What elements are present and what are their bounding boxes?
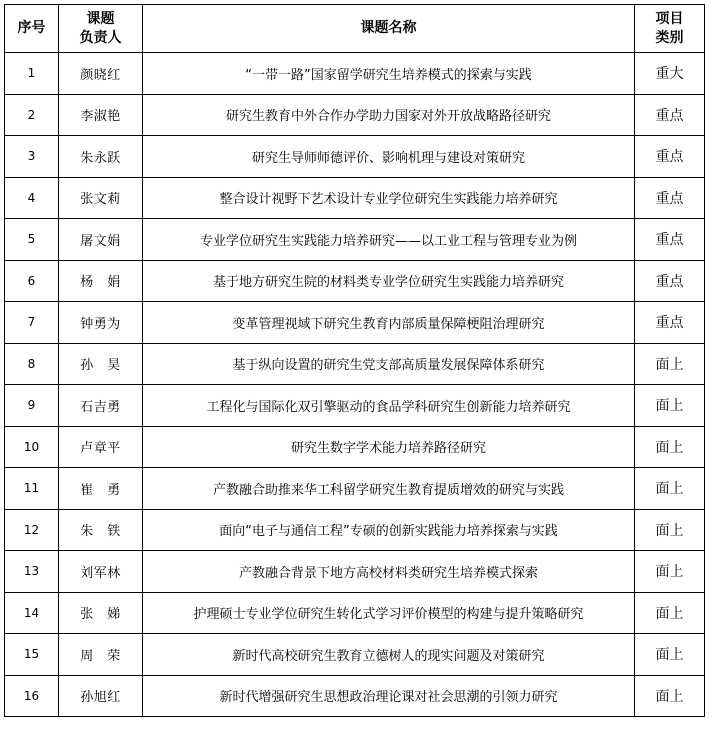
row-leader: 钟勇为 bbox=[59, 302, 143, 344]
header-type-line1: 项目 bbox=[655, 10, 684, 27]
row-type: 面上 bbox=[635, 551, 705, 593]
row-index: 3 bbox=[5, 136, 59, 178]
row-title: “一带一路”国家留学研究生培养模式的探索与实践 bbox=[143, 53, 635, 95]
row-index: 13 bbox=[5, 551, 59, 593]
row-index: 6 bbox=[5, 260, 59, 302]
row-leader: 朱 铁 bbox=[59, 509, 143, 551]
row-type: 面上 bbox=[635, 385, 705, 427]
row-title: 基于地方研究生院的材料类专业学位研究生实践能力培养研究 bbox=[143, 260, 635, 302]
header-title: 课题名称 bbox=[143, 5, 635, 53]
row-type: 面上 bbox=[635, 634, 705, 676]
row-leader: 卢章平 bbox=[59, 426, 143, 468]
row-title: 新时代高校研究生教育立德树人的现实问题及对策研究 bbox=[143, 634, 635, 676]
row-index: 16 bbox=[5, 675, 59, 717]
row-title: 护理硕士专业学位研究生转化式学习评价模型的构建与提升策略研究 bbox=[143, 592, 635, 634]
row-leader: 朱永跃 bbox=[59, 136, 143, 178]
row-index: 8 bbox=[5, 343, 59, 385]
table-row bbox=[5, 592, 705, 634]
row-leader: 张 娣 bbox=[59, 592, 143, 634]
row-index: 11 bbox=[5, 468, 59, 510]
row-leader: 孙旭红 bbox=[59, 675, 143, 717]
row-leader: 石吉勇 bbox=[59, 385, 143, 427]
row-leader: 屠文娟 bbox=[59, 219, 143, 261]
row-type: 面上 bbox=[635, 468, 705, 510]
row-leader: 杨 娟 bbox=[59, 260, 143, 302]
project-table bbox=[4, 4, 705, 717]
row-leader: 周 荣 bbox=[59, 634, 143, 676]
row-title: 研究生数字学术能力培养路径研究 bbox=[143, 426, 635, 468]
table-row bbox=[5, 302, 705, 344]
row-leader: 孙 昊 bbox=[59, 343, 143, 385]
row-type: 重点 bbox=[635, 302, 705, 344]
row-type: 重点 bbox=[635, 260, 705, 302]
row-title: 产教融合背景下地方高校材料类研究生培养模式探索 bbox=[143, 551, 635, 593]
row-index: 10 bbox=[5, 426, 59, 468]
table-row bbox=[5, 426, 705, 468]
project-table-container bbox=[4, 4, 704, 717]
row-title: 基于纵向设置的研究生党支部高质量发展保障体系研究 bbox=[143, 343, 635, 385]
row-type: 重点 bbox=[635, 136, 705, 178]
header-type-line2: 类别 bbox=[655, 29, 684, 46]
table-row bbox=[5, 551, 705, 593]
row-title: 新时代增强研究生思想政治理论课对社会思潮的引领力研究 bbox=[143, 675, 635, 717]
row-type: 重点 bbox=[635, 219, 705, 261]
row-leader: 李淑艳 bbox=[59, 94, 143, 136]
row-title: 研究生教育中外合作办学助力国家对外开放战略路径研究 bbox=[143, 94, 635, 136]
row-type: 面上 bbox=[635, 592, 705, 634]
table-row bbox=[5, 94, 705, 136]
row-type: 面上 bbox=[635, 343, 705, 385]
header-leader-line1: 课题 bbox=[86, 10, 115, 27]
row-title: 整合设计视野下艺术设计专业学位研究生实践能力培养研究 bbox=[143, 177, 635, 219]
row-type: 重大 bbox=[635, 53, 705, 95]
row-type: 面上 bbox=[635, 509, 705, 551]
table-row bbox=[5, 634, 705, 676]
row-leader: 刘军林 bbox=[59, 551, 143, 593]
table-row bbox=[5, 219, 705, 261]
header-leader bbox=[59, 5, 143, 53]
header-index: 序号 bbox=[5, 5, 59, 53]
row-index: 5 bbox=[5, 219, 59, 261]
row-type: 重点 bbox=[635, 177, 705, 219]
row-index: 14 bbox=[5, 592, 59, 634]
table-row bbox=[5, 177, 705, 219]
table-header-row bbox=[5, 5, 705, 53]
row-leader: 崔 勇 bbox=[59, 468, 143, 510]
table-row bbox=[5, 343, 705, 385]
row-title: 专业学位研究生实践能力培养研究——以工业工程与管理专业为例 bbox=[143, 219, 635, 261]
row-index: 4 bbox=[5, 177, 59, 219]
row-index: 2 bbox=[5, 94, 59, 136]
row-title: 产教融合助推来华工科留学研究生教育提质增效的研究与实践 bbox=[143, 468, 635, 510]
header-type bbox=[635, 5, 705, 53]
row-index: 1 bbox=[5, 53, 59, 95]
row-leader: 张文莉 bbox=[59, 177, 143, 219]
row-index: 15 bbox=[5, 634, 59, 676]
table-row bbox=[5, 675, 705, 717]
table-row bbox=[5, 509, 705, 551]
row-index: 7 bbox=[5, 302, 59, 344]
table-row bbox=[5, 468, 705, 510]
row-title: 研究生导师师德评价、影响机理与建设对策研究 bbox=[143, 136, 635, 178]
table-row bbox=[5, 260, 705, 302]
row-leader: 颜晓红 bbox=[59, 53, 143, 95]
table-row bbox=[5, 385, 705, 427]
table-row bbox=[5, 136, 705, 178]
row-type: 重点 bbox=[635, 94, 705, 136]
row-title: 面向“电子与通信工程”专硕的创新实践能力培养探索与实践 bbox=[143, 509, 635, 551]
row-type: 面上 bbox=[635, 426, 705, 468]
header-leader-line2: 负责人 bbox=[79, 29, 122, 46]
row-index: 12 bbox=[5, 509, 59, 551]
row-title: 工程化与国际化双引擎驱动的食品学科研究生创新能力培养研究 bbox=[143, 385, 635, 427]
row-title: 变革管理视域下研究生教育内部质量保障梗阻治理研究 bbox=[143, 302, 635, 344]
table-row bbox=[5, 53, 705, 95]
row-index: 9 bbox=[5, 385, 59, 427]
row-type: 面上 bbox=[635, 675, 705, 717]
